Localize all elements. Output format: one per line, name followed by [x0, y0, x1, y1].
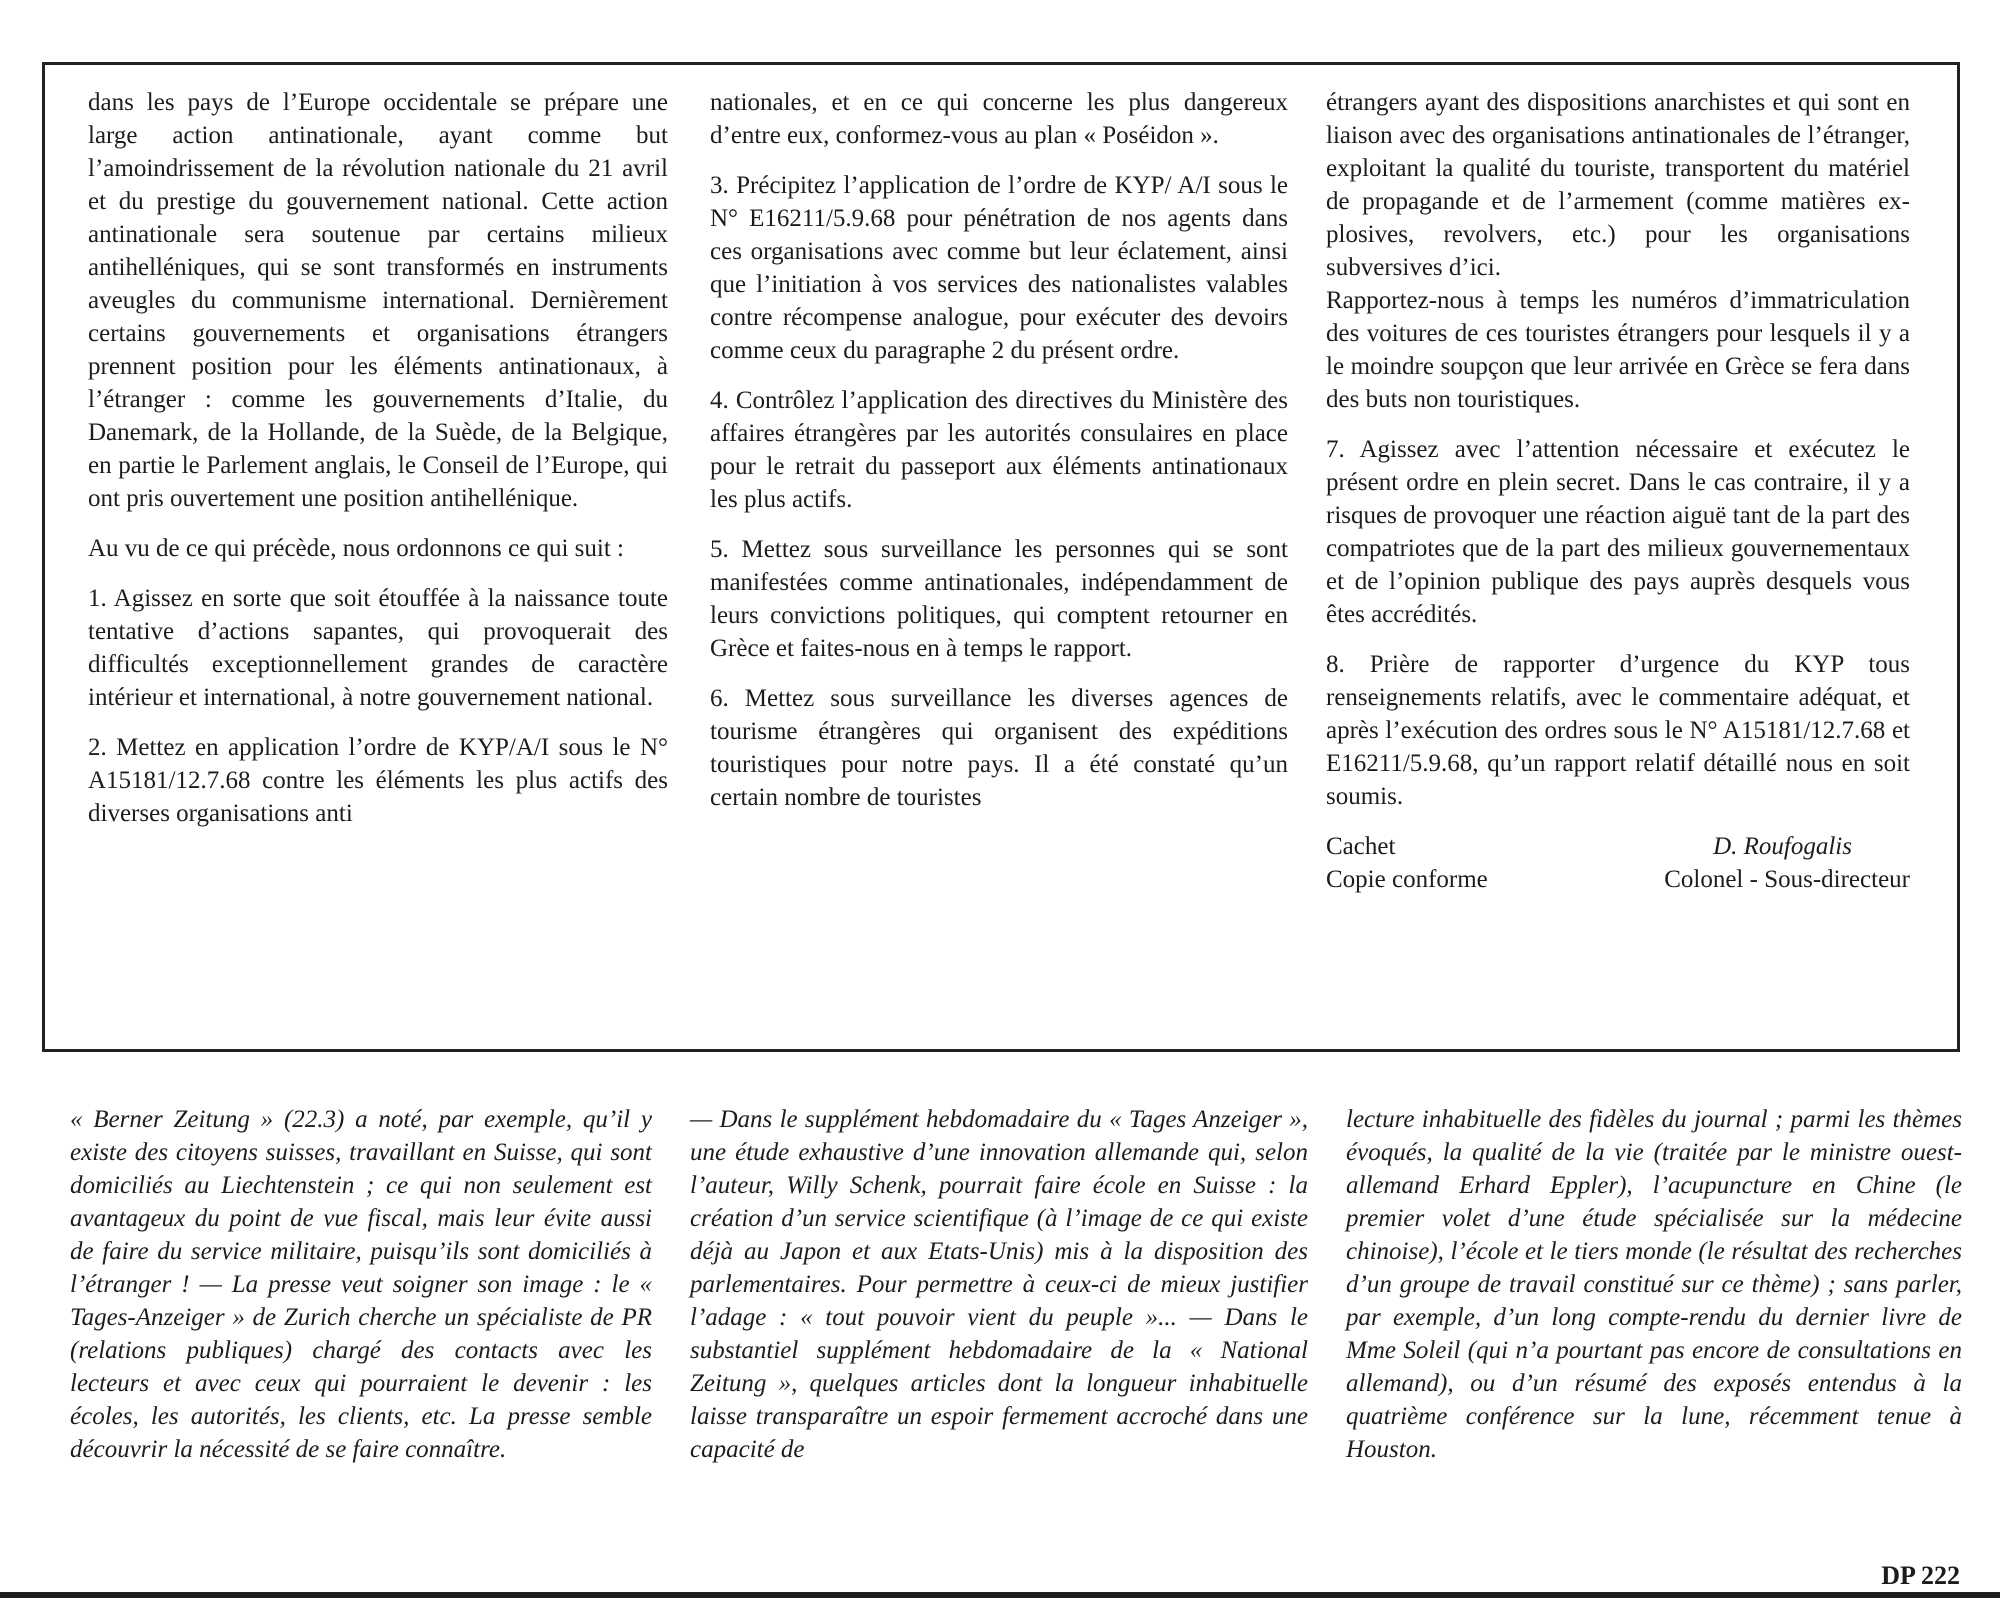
press-review-text: — Dans le supplément hebdomadaire du « Tages Anzeiger », une étude exhaustive d’une innovation allemande qui, selon l’auteur, Willy Schenk, pourrait faire école en Suisse : la création d’un service scientifique (à l’image de ce qui existe déjà au Japon et aux Etats-Unis) mis à la disposition des parlementaires. Pour permettre à ceux-ci de mieux justifier l’adage : « tout pouvoir vient du peuple »... — Dans le substantiel supplément hebdomadaire de la « National Zeitung », quelques articles dont la longueur inhabituelle laisse transparaître un espoir fermement accroché dans une capacité de: [690, 1106, 1308, 1463]
press-review-text: « Berner Zeitung » (22.3) a noté, par exemple, qu’il y existe des citoyens suisses, travaillant en Suisse, qui sont domiciliés au Liechtenstein ; ce qui non seulement est avantageux du point de vue fiscal, mais leur évite aussi de faire du service militaire, puisqu’ils sont domiciliés à l’étranger ! — La presse veut soigner son image : le « Tages-Anzeiger » de Zurich cherche un spécialiste de PR (relations publiques) chargé des contacts avec les lecteurs et avec ceux qui pourraient le devenir : les écoles, les autorités, les clients, etc. La presse semble découvrir la nécessité de se faire connaître.: [70, 1106, 652, 1463]
signatory-name: D. Roufogalis: [1713, 833, 1852, 860]
document-column-1: [88, 86, 668, 830]
stamp-label: Cachet: [1326, 833, 1396, 860]
document-paragraph: Rapportez-nous à temps les numéros d’immatriculation des voitures de ces touristes étrangers pour lesquels il y a le moindre soupçon que leur arrivée en Grèce se fera dans des buts non touristiques.: [1326, 287, 1910, 413]
signatory-title: Colonel - Sous-directeur: [1664, 866, 1910, 893]
document-paragraph: étrangers ayant des dispositions anarchistes et qui sont en liaison avec des organisations antinationales de l’étranger, exploitant la qualité du touriste, transportent du matériel de propagande et de l’armement (comme matières explosives, revolvers, etc.) pour les organisations subversives d’ici.: [1326, 89, 1910, 281]
document-paragraph: Au vu de ce qui précède, nous ordonnons ce qui suit :: [88, 535, 624, 562]
document-paragraph: 3. Précipitez l’application de l’ordre de KYP/ A/I sous le N° E16211/5.9.68 pour pénétration de nos agents dans ces organisations avec comme but leur éclatement, ainsi que l’initiation à vos services des nationalistes valables contre récompense analogue, pour exécuter des devoirs comme ceux du paragraphe 2 du présent ordre.: [710, 172, 1288, 364]
document-paragraph: 2. Mettez en application l’ordre de KYP/A/I sous le N° A15181/12.7.68 contre les éléments les plus actifs des diverses organisations anti: [88, 734, 668, 827]
signature-row: [1326, 863, 1910, 896]
document-paragraph: 4. Contrôlez l’application des directives du Ministère des affaires étrangères par les autorités consulaires en place pour le retrait du passeport aux éléments antinationaux les plus actifs.: [710, 387, 1288, 513]
press-review-column-3: [1346, 1103, 1962, 1466]
document-column-3: [1326, 86, 1910, 896]
document-paragraph: 5. Mettez sous surveillance les personnes qui se sont manifestées comme antinationales, indépendamment de leurs convictions politiques, qui comptent retourner en Grèce et faites-nous en à temps le rapport.: [710, 536, 1288, 662]
certified-copy-label: Copie conforme: [1326, 866, 1488, 893]
page-number: DP 222: [1881, 1561, 1960, 1590]
document-paragraph: 8. Prière de rapporter d’urgence du KYP tous renseignements relatifs, avec le commentaire adéquat, et après l’exécution des ordres sous le N° A15181/12.7.68 et E16211/5.9.68, qu’un rapport relatif détaillé nous en soit soumis.: [1326, 651, 1910, 810]
document-paragraph: nationales, et en ce qui concerne les plus dangereux d’entre eux, conformez-vous au plan « Poséidon ».: [710, 89, 1288, 149]
document-paragraph: 1. Agissez en sorte que soit étouffée à la naissance toute tentative d’actions sapantes, qui provoquerait des difficultés exceptionnellement grandes de caractère intérieur et international, à notre gouvernement national.: [88, 585, 668, 711]
bottom-rule: [0, 1592, 2000, 1598]
press-review-text: lecture inhabituelle des fidèles du journal ; parmi les thèmes évoqués, la qualité de la vie (traitée par le ministre ouest-allemand Erhard Eppler), l’acupuncture en Chine (le premier volet d’une étude spécialisée sur la médecine chinoise), l’école et le tiers monde (le résultat des recherches d’un groupe de travail constitué sur ce thème) ; sans parler, par exemple, d’un long compte-rendu du dernier livre de Mme Soleil (qui n’a pourtant pas encore de consultations en allemand), ou d’un résumé des exposés entendus à la quatrième conférence sur la lune, récemment tenue à Houston.: [1346, 1106, 1962, 1463]
document-paragraph: 7. Agissez avec l’attention nécessaire et exécutez le présent ordre en plein secret. Dans le cas contraire, il y a risques de provoquer une réaction aiguë tant de la part des compatriotes que de la part des milieux gouvernementaux et de l’opinion publique des pays auprès desquels vous êtes accrédités.: [1326, 436, 1910, 628]
signature-row: [1326, 830, 1910, 863]
press-review-column-1: [70, 1103, 652, 1466]
document-column-2: [710, 86, 1288, 814]
document-paragraph: 6. Mettez sous surveillance les diverses agences de tourisme étrangères qui organisent des expéditions touristiques pour notre pays. Il a été constaté qu’un certain nombre de touristes: [710, 685, 1288, 811]
document-paragraph: dans les pays de l’Europe occidentale se prépare une large action antinationale, ayant comme but l’amoindrissement de la révolution nationale du 21 avril et du prestige du gouvernement national. Cette action antinationale sera soutenue par certains milieux antihelléniques, qui se sont transformés en instruments aveugles du communisme international. Dernièrement certains gouvernements et organisations étrangers prennent position pour les éléments antinationaux, à l’étranger : comme les gouvernements d’Italie, du Danemark, de la Hollande, de la Suède, de la Belgique, en partie le Parlement anglais, le Conseil de l’Europe, qui ont pris ouvertement une position antihellénique.: [88, 89, 668, 512]
press-review-column-2: [690, 1103, 1308, 1466]
